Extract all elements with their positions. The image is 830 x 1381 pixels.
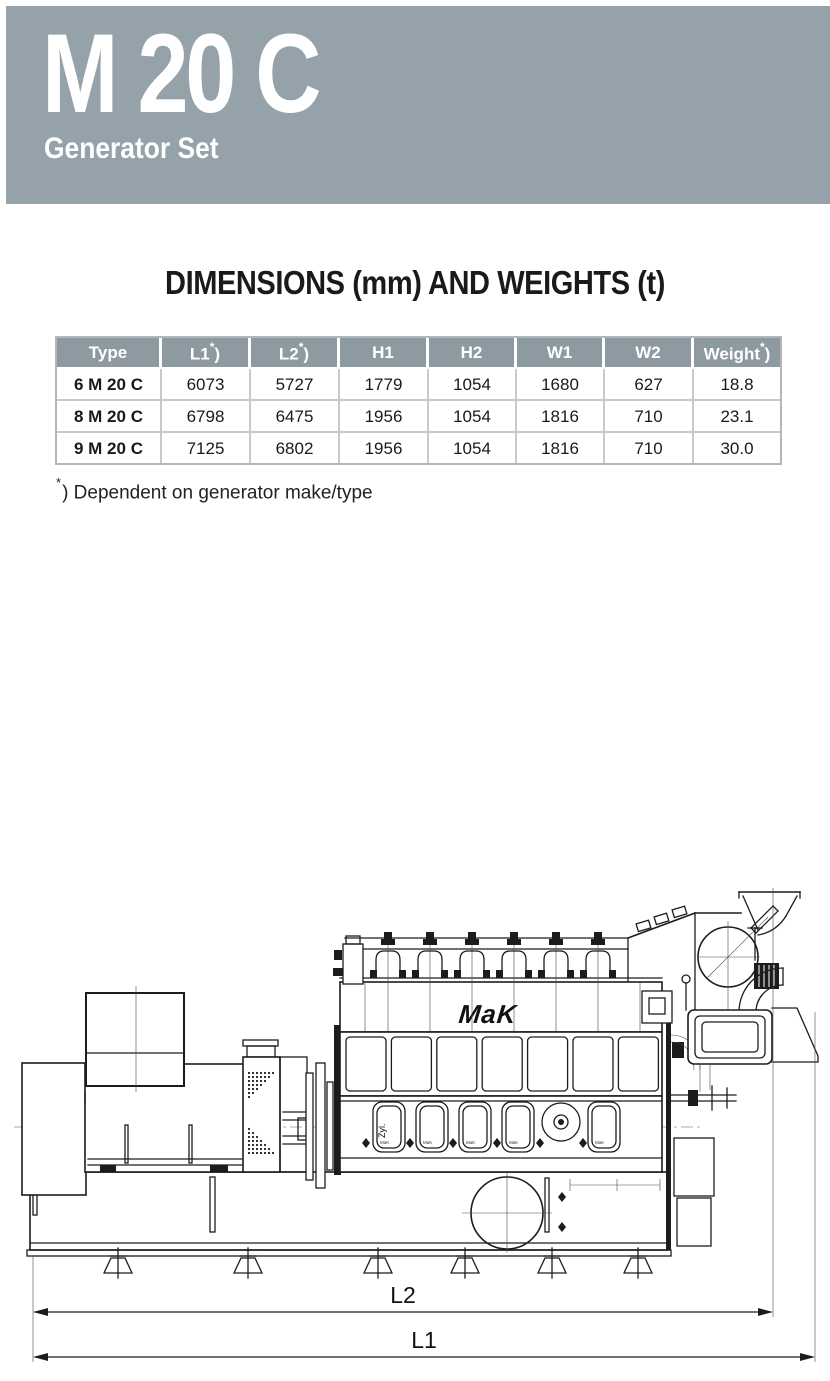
header-row (57, 338, 780, 369)
column-header-weight: Weight*) (694, 338, 780, 369)
svg-text:MaK: MaK (423, 1140, 433, 1145)
svg-text:MaK: MaK (509, 1140, 519, 1145)
dimension-label-l1: L1 (411, 1327, 437, 1353)
table-row (57, 401, 780, 433)
base-frame (27, 1172, 671, 1278)
svg-text:MaK: MaK (466, 1140, 476, 1145)
generator-set-drawing (0, 855, 830, 1381)
flywheel-cover-circle (462, 1172, 566, 1253)
table-cell: 1054 (429, 401, 517, 433)
generator-end-housing (22, 1063, 86, 1195)
table-cell: 1680 (517, 369, 605, 401)
engine-front-tower (333, 936, 363, 984)
table-cell: 30.0 (694, 433, 780, 463)
title-banner (6, 6, 830, 204)
svg-text:Zyl.: Zyl. (377, 1123, 387, 1138)
table-cell: 6798 (162, 401, 251, 433)
table-cell: 23.1 (694, 401, 780, 433)
column-header-h2: H2 (429, 338, 517, 369)
table-cell: 5727 (251, 369, 340, 401)
dimensions-table (55, 336, 782, 465)
footnote (56, 475, 373, 504)
table-cell: 18.8 (694, 369, 780, 401)
column-header-l2: L2*) (251, 338, 340, 369)
dimension-l1 (33, 1327, 815, 1361)
charge-air-cooler (688, 1010, 772, 1092)
row-header: 6 M 20 C (57, 369, 162, 401)
table-cell: 6475 (251, 401, 340, 433)
row-header: 8 M 20 C (57, 401, 162, 433)
table-cell: 710 (605, 401, 694, 433)
generator (22, 986, 341, 1195)
row-header: 9 M 20 C (57, 433, 162, 463)
generator-air-duct (86, 986, 184, 1092)
table-cell: 6802 (251, 433, 340, 463)
table-cell: 710 (605, 433, 694, 463)
mounting-feet (104, 1248, 652, 1278)
control-box (642, 991, 672, 1023)
table-row (57, 369, 780, 401)
column-header-h1: H1 (340, 338, 429, 369)
svg-text:MaK: MaK (595, 1140, 605, 1145)
model-subtitle: Generator Set (44, 132, 219, 165)
table-cell: 1956 (340, 401, 429, 433)
table-cell: 1816 (517, 433, 605, 463)
dimension-label-l2: L2 (390, 1282, 416, 1308)
camshaft-cover-band (340, 1032, 662, 1096)
exciter-housing (243, 1040, 280, 1172)
table-cell: 627 (605, 369, 694, 401)
table-cell: 6073 (162, 369, 251, 401)
table-cell: 1779 (340, 369, 429, 401)
column-header-type: Type (57, 338, 162, 369)
table-cell: 1956 (340, 433, 429, 463)
column-header-l1: L1*) (162, 338, 251, 369)
table-cell: 1816 (517, 401, 605, 433)
section-title: DIMENSIONS (mm) AND WEIGHTS (t) (165, 264, 665, 301)
svg-text:MaK: MaK (380, 1140, 390, 1145)
table-cell: 1054 (429, 369, 517, 401)
crankcase-pump-circle (542, 1103, 580, 1141)
column-header-w2: W2 (605, 338, 694, 369)
footnote-text: ) Dependent on generator make/type (62, 482, 373, 504)
engine-brand-logo: MaK (457, 999, 519, 1029)
engine (333, 932, 736, 1250)
table-cell: 1054 (429, 433, 517, 463)
coupling (280, 1025, 341, 1188)
table-cell: 7125 (162, 433, 251, 463)
cooler-bracket (772, 1008, 818, 1062)
model-name: M 20 C (42, 11, 319, 136)
footnote-marker: * (56, 475, 62, 490)
table-row (57, 433, 780, 463)
dimension-l2 (33, 1282, 773, 1316)
column-header-w1: W1 (517, 338, 605, 369)
